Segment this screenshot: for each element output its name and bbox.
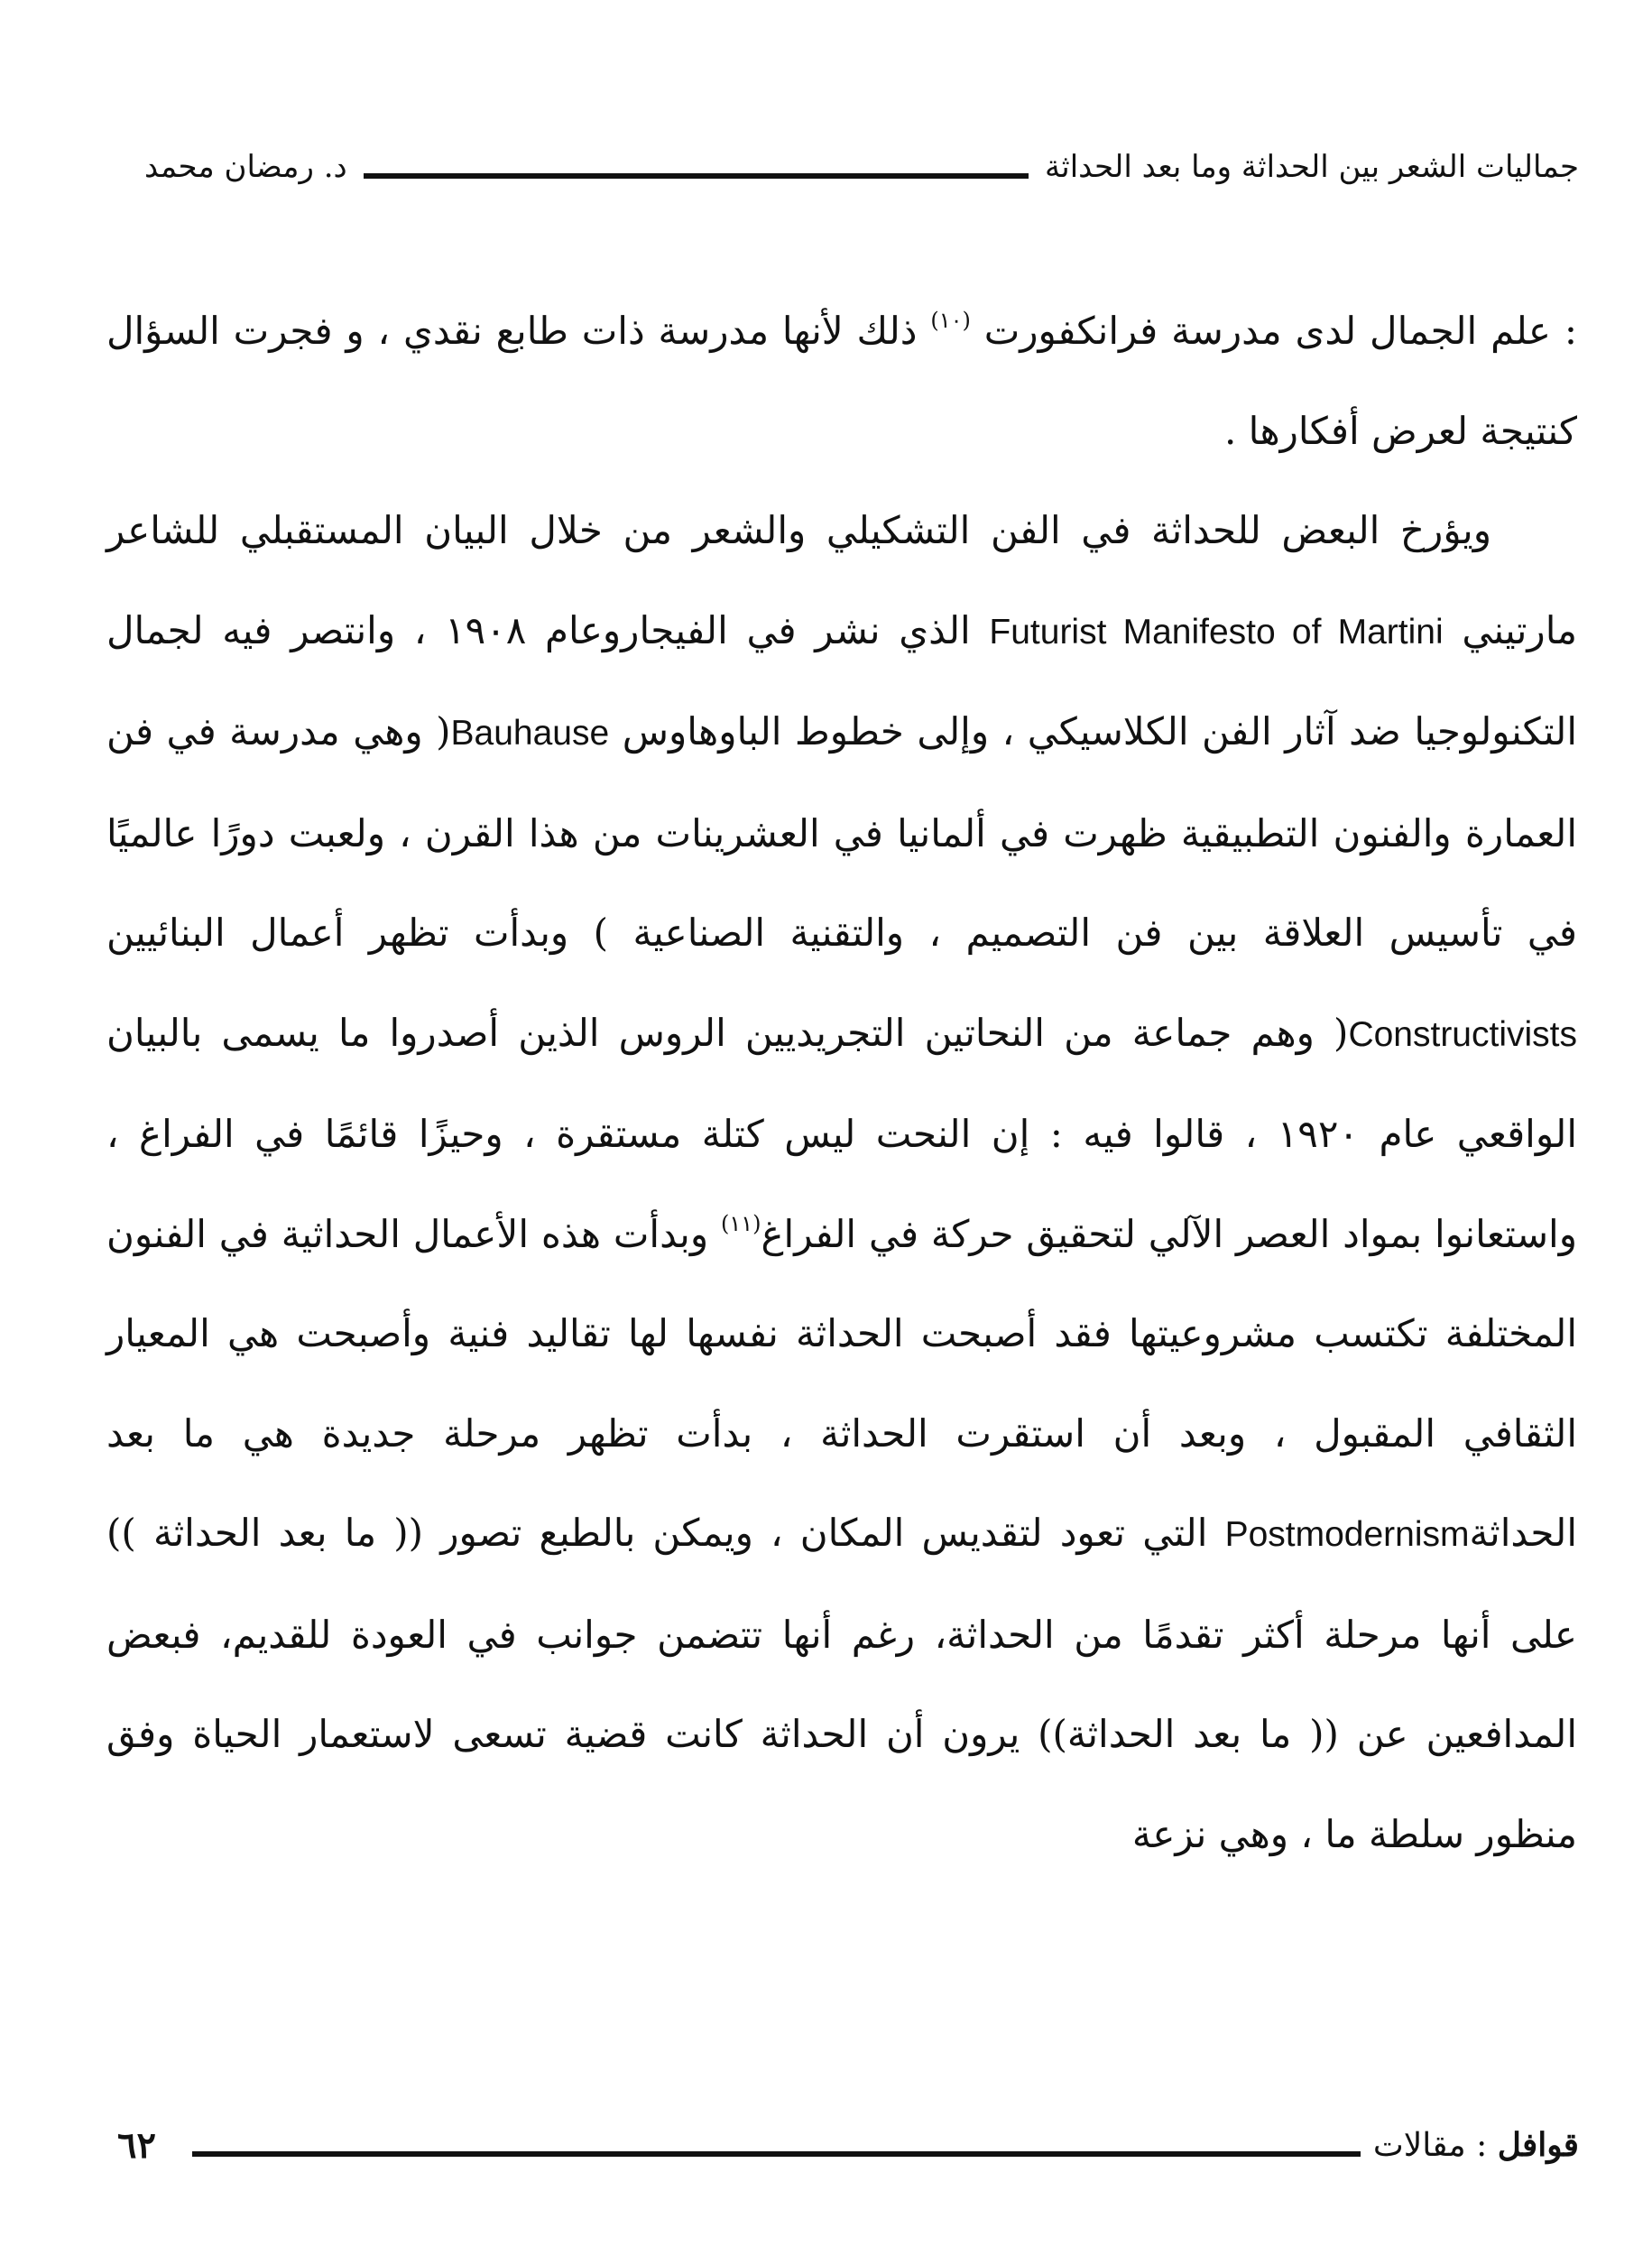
header-rule (364, 173, 1029, 179)
text-segment: ذلك لأنها مدرسة ذات طابع نقدي ، و فجرت السؤال كنتيجة لعرض أفكارها . (106, 309, 1577, 453)
text-segment: التي تعود لتقديس المكان ، ويمكن بالطبع تصور (( ما بعد الحداثة )) على أنها مرحلة أكثر تقدمًا من الحداثة، رغم أنها تتضمن جوانب في العودة للقديم، فبعض المدافعين عن (( ما بعد الحداثة)) يرون أن الحداثة كانت قضية تسعى لاستعمار الحياة وفق منظور سلطة ما ، وهي نزعة (106, 1511, 1577, 1856)
footer-separator: : (1465, 2126, 1498, 2164)
latin-term-bauhause: Bauhause (450, 714, 610, 753)
body-text (106, 282, 1577, 1884)
text-segment: ( وهم جماعة من النحاتين التجريديين الروس الذين أصدروا ما يسمى بالبيان الواقعي عام ١٩٢٠ ، قالوا فيه : إن النحت ليس كتلة مستقرة ، وحيزًا قائمًا في الفراغ ، واستعانوا بمواد العصر الآلي لتحقيق حركة في الفراغ (106, 1010, 1577, 1256)
paragraph-1 (106, 282, 1577, 481)
footer-rule (192, 2151, 1361, 2157)
text-segment: ( وهي مدرسة في فن العمارة والفنون التطبيقية ظهرت في ألمانيا في العشرينات من هذا القرن ، ولعبت دورًا عالميًا في تأسيس العلاقة بين فن التصميم ، والتقنية الصناعية ) وبدأت تظهر أعمال البنائيين (106, 709, 1577, 955)
footer-journal-name: قوافل (1497, 2126, 1579, 2164)
header-book-title: جماليات الشعر بين الحداثة وما بعد الحداثة (1045, 149, 1579, 185)
running-footer (108, 2113, 1579, 2177)
latin-term-constructivists: Constructivists (1348, 1014, 1577, 1054)
text-segment: الذي نشر في الفيجاروعام ١٩٠٨ ، وانتصر فيه لجمال التكنولوجيا ضد آثار الفن الكلاسيكي ، وإلى خطوط الباوهاوس (106, 607, 1577, 753)
footer-section-name: مقالات (1372, 2126, 1466, 2164)
text-segment: ويؤرخ البعض للحداثة في الفن التشكيلي والشعر من خلال البيان المستقبلي للشاعر مارتيني (106, 508, 1577, 652)
footnote-ref-11: (١١) (720, 1210, 761, 1236)
latin-term-postmodernism: Postmodernism (1224, 1515, 1470, 1554)
text-segment: وبدأت هذه الأعمال الحداثية في الفنون المختلفة تكتسب مشروعيتها فقد أصبحت الحداثة نفسها لها تقاليد فنية وأصبحت هي المعيار الثقافي المقبول ، وبعد أن استقرت الحداثة ، بدأت تظهر مرحلة جديدة هي ما بعد الحداثة (106, 1211, 1577, 1555)
latin-term-futurist-manifesto: Futurist Manifesto of Martini (989, 612, 1444, 652)
footnote-ref-10: (١٠) (930, 308, 971, 333)
running-header (144, 135, 1579, 199)
page-number: ٦٢ (117, 2123, 156, 2167)
paragraph-2 (106, 481, 1577, 1884)
text-segment: : علم الجمال لدى مدرسة فرانكفورت (970, 309, 1577, 353)
header-author: د. رمضان محمد (144, 149, 347, 185)
